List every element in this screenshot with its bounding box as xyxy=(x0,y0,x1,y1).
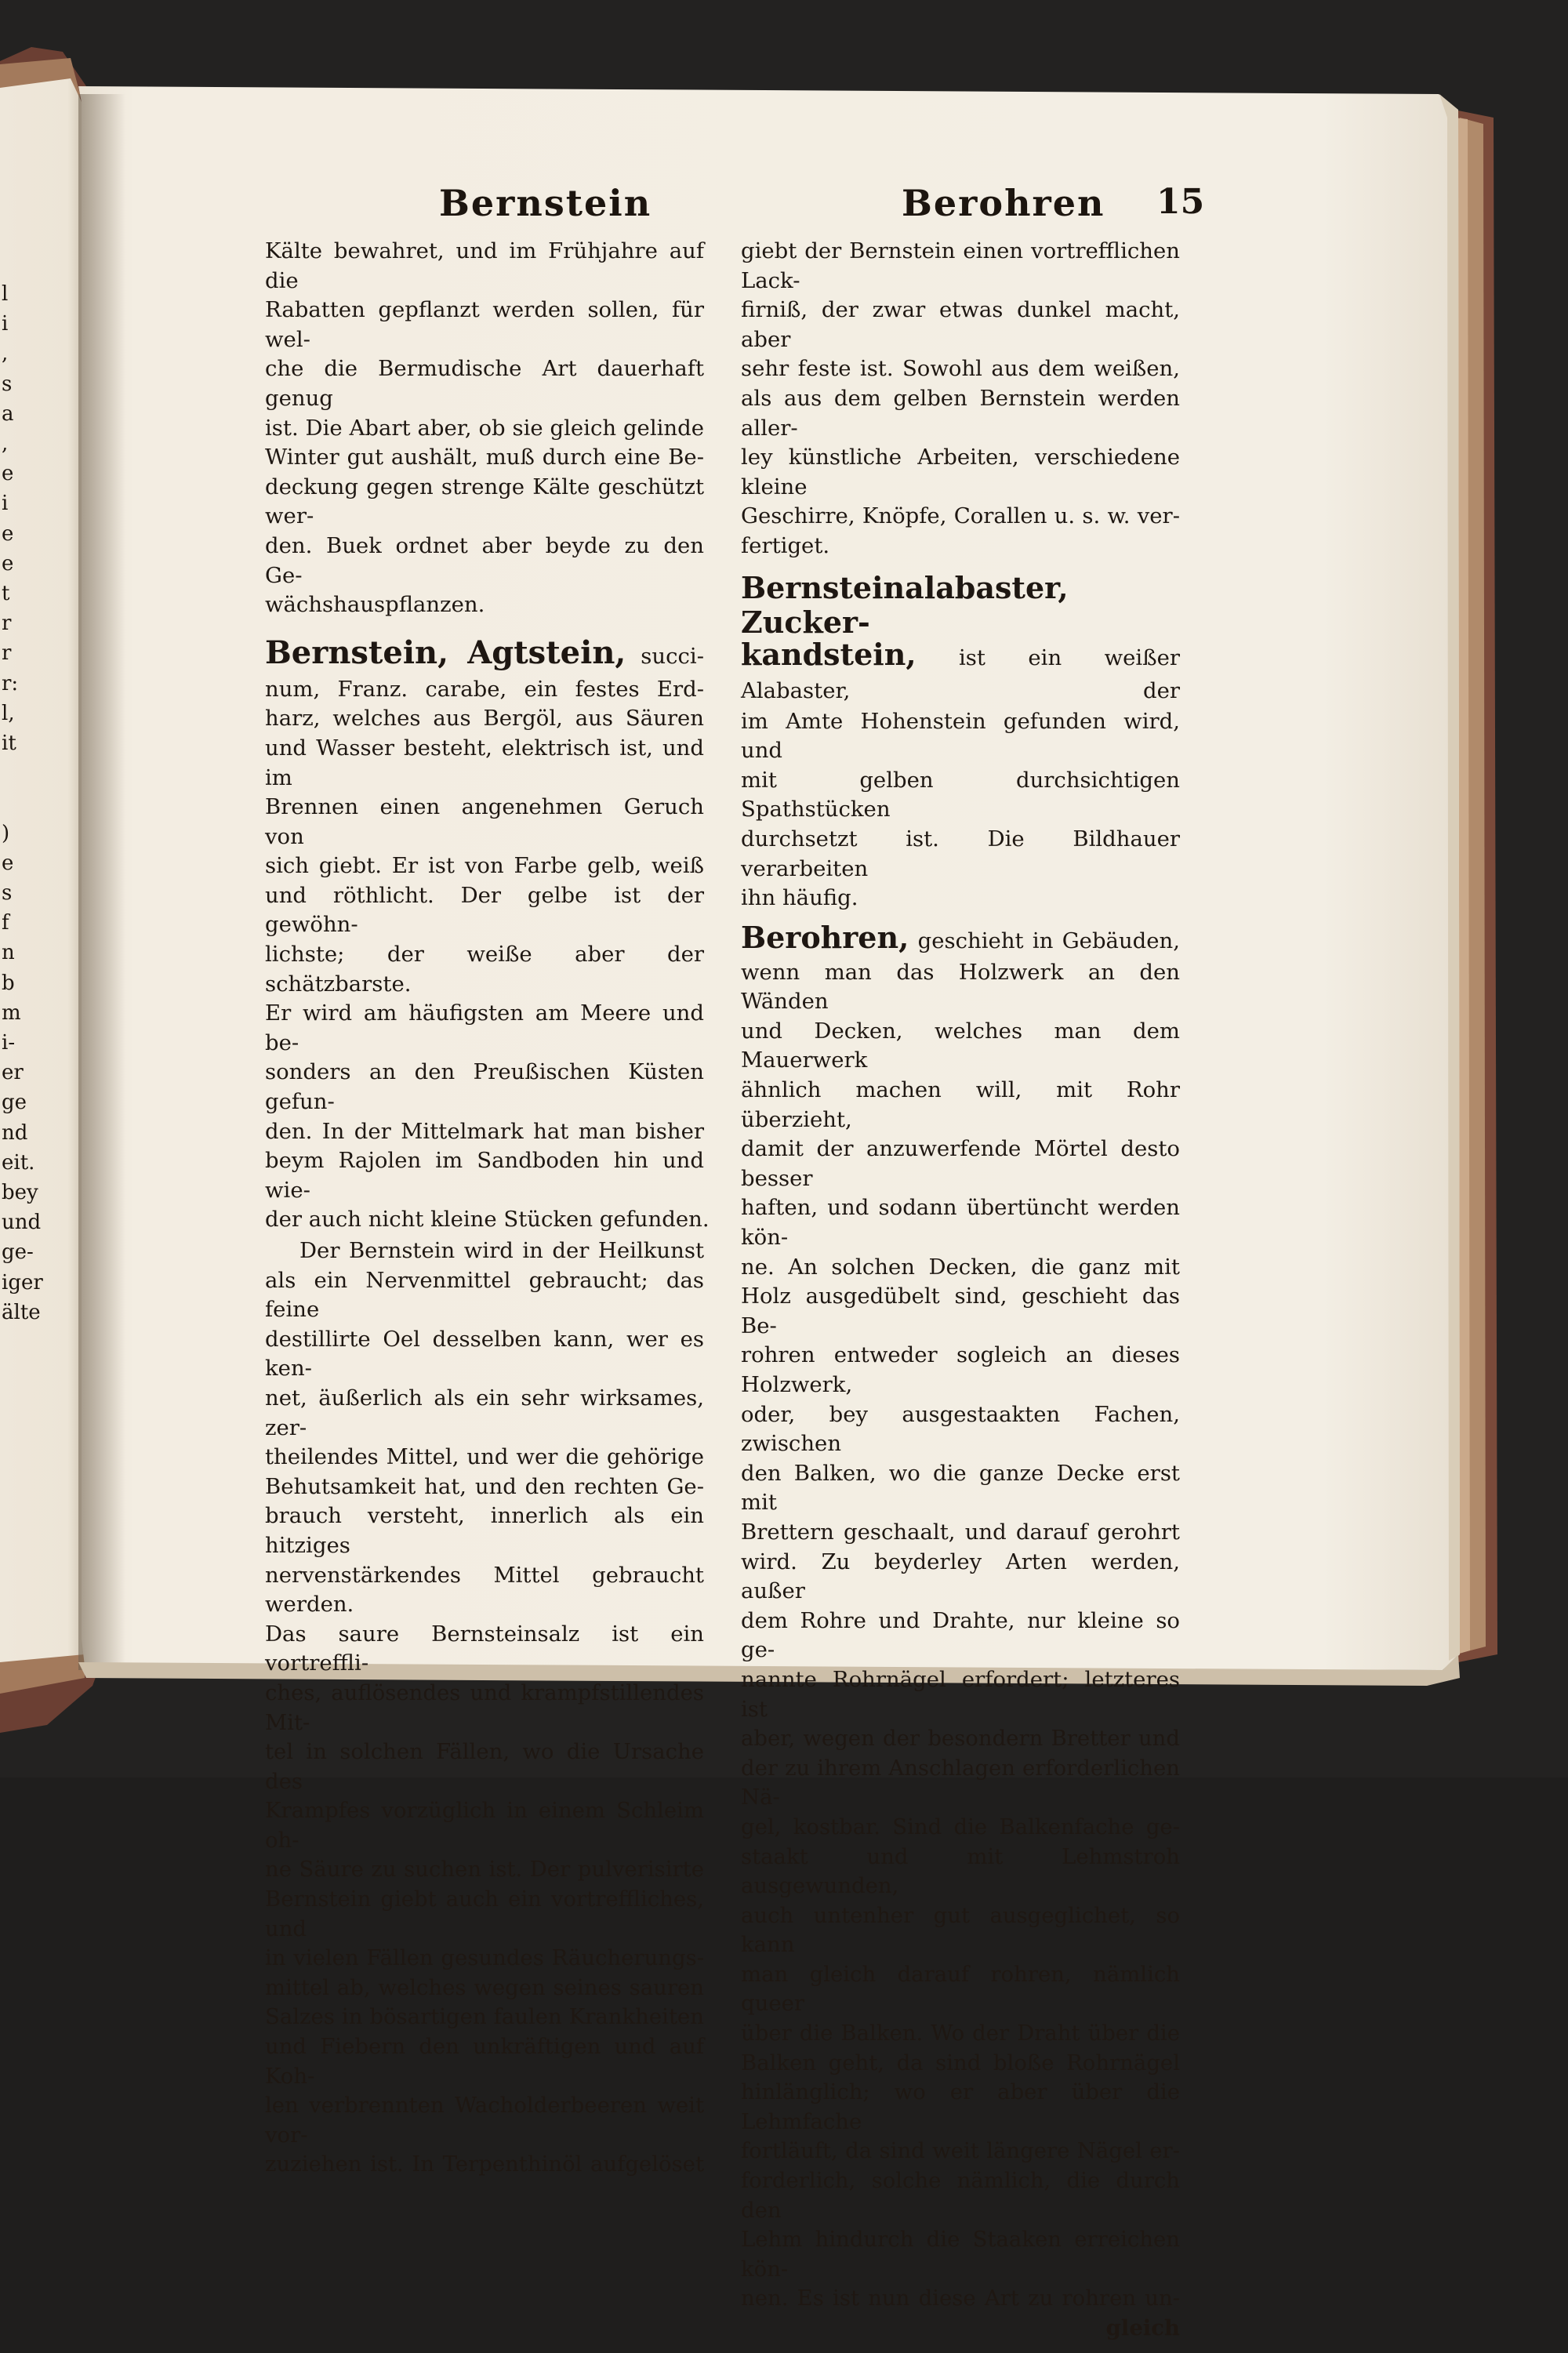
text-line: auch untenher gut ausgeglichet, so kann xyxy=(741,1902,1180,1958)
facing-page-fragment: e xyxy=(2,462,14,486)
text-line: Salzes in bösartigen faulen Krankheiten xyxy=(265,2004,704,2030)
facing-page-fragment: ge xyxy=(2,1091,27,1115)
entry-bernstein xyxy=(265,634,710,1235)
facing-page-fragment: bey xyxy=(2,1181,38,1204)
facing-page-fragment: , xyxy=(2,342,9,366)
text-line: als ein Nervenmittel gebraucht; das feine xyxy=(265,1267,704,1323)
text-line: Geschirre, Knöpfe, Corallen u. s. w. ver- xyxy=(741,503,1180,529)
text-line: wird. Zu beyderley Arten werden, außer xyxy=(741,1549,1180,1604)
text-line: Er wird am häufigsten am Meere und be- xyxy=(265,1000,704,1055)
entry-first-line-rest: ist ein weißer Alabaster, der xyxy=(741,645,1181,703)
facing-page-fragment: älte xyxy=(2,1300,41,1324)
text-line: giebt der Bernstein einen vortrefflichen Lack- xyxy=(741,238,1180,293)
facing-page-fragment: f xyxy=(2,911,9,935)
text-line: und Wasser besteht, elektrisch ist, und im xyxy=(265,735,704,790)
text-line: tel in solchen Fällen, wo die Ursache des xyxy=(265,1739,704,1794)
facing-page-fragment: er xyxy=(2,1061,24,1085)
text-line: dem Rohre und Drahte, nur kleine so ge- xyxy=(741,1607,1180,1663)
text-line: in vielen Fällen gesundes Räucherungs- xyxy=(265,1945,704,1971)
text-line: ähnlich machen will, mit Rohr überzieht, xyxy=(741,1077,1180,1132)
entry-first-line xyxy=(265,634,704,675)
text-line: als aus dem gelben Bernstein werden aller- xyxy=(741,385,1180,441)
facing-page-fragment: iger xyxy=(2,1270,43,1295)
facing-page-fragment: s xyxy=(2,372,13,396)
text-line: forderlich, solche nämlich, die durch den xyxy=(741,2168,1180,2223)
facing-page-fragment: i xyxy=(2,492,9,516)
text-line: destillirte Oel desselben kann, wer es ken- xyxy=(265,1326,704,1382)
text-line: im Amte Hohenstein gefunden wird, und xyxy=(741,708,1180,764)
paragraph-heilkunst xyxy=(265,1236,704,2180)
text-line: Bernstein giebt auch ein vortreffliches, und xyxy=(265,1886,704,1941)
facing-page-fragment: eit. xyxy=(2,1150,35,1175)
running-head-left: Bernstein xyxy=(439,182,652,224)
text-line: ley künstliche Arbeiten, verschiedene kleine xyxy=(741,445,1180,499)
facing-page-fragment: l, xyxy=(2,701,15,725)
text-line: Balken geht, da sind bloße Rohrnägel xyxy=(741,2050,1180,2075)
right-continuation-paragraph xyxy=(741,237,1180,561)
text-line: den. In der Mittelmark hat man bisher xyxy=(265,1118,704,1144)
entry-first-line xyxy=(741,919,1180,958)
text-line: man gleich darauf rohren, nämlich queer xyxy=(741,1961,1180,2017)
text-line: Krampfes vorzüglich in einem Schleim oh- xyxy=(265,1798,704,1853)
text-line: harz, welches aus Bergöl, aus Säuren xyxy=(265,706,704,732)
facing-page-fragment: r xyxy=(2,641,12,666)
text-line: ne. An solchen Decken, die ganz mit xyxy=(741,1254,1180,1280)
text-line: mit gelben durchsichtigen Spathstücken xyxy=(741,767,1180,822)
text-line: firniß, der zwar etwas dunkel macht, aber xyxy=(741,297,1180,352)
text-line: und Fiebern den unkräftigen und auf Koh- xyxy=(265,2034,704,2089)
entry-headword: Bernstein, Agtstein, xyxy=(265,634,626,671)
text-line: gel, kostbar. Sind die Balkenfache ge- xyxy=(741,1814,1180,1839)
text-line: und röthlicht. Der gelbe ist der gewöhn- xyxy=(265,882,704,938)
text-line: Lehm hindurch die Staaken erreichen kön- xyxy=(741,2227,1180,2282)
text-line: theilendes Mittel, und wer die gehörige xyxy=(265,1444,704,1470)
text-line: deckung gegen strenge Kälte geschützt wer- xyxy=(265,474,704,529)
facing-page-fragment: s xyxy=(2,881,13,905)
text-line: ihn häufig. xyxy=(741,885,858,911)
text-line: Brettern geschaalt, und darauf gerohrt xyxy=(741,1519,1180,1545)
text-line: den. Buek ordnet aber beyde zu den Ge- xyxy=(265,532,704,588)
text-line: nannte Rohrnägel erfordert; letzteres ist xyxy=(741,1666,1180,1722)
entry-berohren xyxy=(741,919,1180,2344)
facing-page-fragment: e xyxy=(2,851,14,875)
facing-page-fragment: e xyxy=(2,551,14,576)
text-line: rohren entweder sogleich an dieses Holzwerk, xyxy=(741,1342,1180,1397)
text-line: hinlänglich; wo er aber über die Lehmfache xyxy=(741,2079,1180,2134)
text-line: der auch nicht kleine Stücken gefunden. xyxy=(265,1207,710,1233)
text-line: brauch versteht, innerlich als ein hitziges xyxy=(265,1503,704,1558)
text-line: den Balken, wo die ganze Decke erst mit xyxy=(741,1460,1180,1516)
entry-first-line-rest: succi- xyxy=(641,643,704,669)
facing-page-fragment: r: xyxy=(2,671,19,695)
text-line: nervenstärkendes Mittel gebraucht werden. xyxy=(265,1562,704,1618)
facing-page-fragment: ge- xyxy=(2,1240,34,1265)
text-line: Kälte bewahret, und im Frühjahre auf die xyxy=(265,238,704,293)
text-line: wenn man das Holzwerk an den Wänden xyxy=(741,959,1180,1015)
facing-page-fragment: m xyxy=(2,1000,21,1025)
text-line: lichste; der weiße aber der schätzbarste. xyxy=(265,942,704,997)
facing-page-fragment: n xyxy=(2,941,15,965)
text-line: Winter gut aushält, muß durch eine Be- xyxy=(265,445,704,470)
facing-page-fragment: l xyxy=(2,282,9,306)
facing-page-fragment: i xyxy=(2,312,9,336)
text-line: Holz ausgedübelt sind, geschieht das Be- xyxy=(741,1284,1180,1338)
text-line: aber, wegen der besondern Bretter und xyxy=(741,1726,1180,1752)
entry-headword: kandstein, xyxy=(741,636,916,672)
facing-page-fragment: b xyxy=(2,971,15,995)
text-line: beym Rajolen im Sandboden hin und wie- xyxy=(265,1148,704,1203)
entry-first-line xyxy=(741,636,1181,707)
text-line: Brennen einen angenehmen Geruch von xyxy=(265,794,704,849)
text-line: ches, auflösendes und krampfstillendes Mit- xyxy=(265,1679,704,1735)
text-line: Rabatten gepflanzt werden sollen, für wel- xyxy=(265,297,704,352)
entry-headword-line: Bernsteinalabaster, Zucker- xyxy=(741,569,1069,640)
text-line: über die Balken. Wo der Draht über die xyxy=(741,2021,1180,2046)
text-line: net, äußerlich als ein sehr wirksames, zer- xyxy=(265,1385,704,1440)
facing-page-fragment: e xyxy=(2,521,14,546)
text-line: ist. Die Abart aber, ob sie gleich gelinde xyxy=(265,415,704,441)
text-line: len verbrennten Wacholderbeeren weit vor- xyxy=(265,2093,704,2148)
text-line: sonders an den Preußischen Küsten gefun- xyxy=(265,1059,704,1115)
entry-bernsteinalabaster xyxy=(741,571,1180,913)
text-line: Der Bernstein wird in der Heilkunst xyxy=(299,1238,704,1263)
text-line: ne Säure zu suchen ist. Der pulverisirte xyxy=(265,1857,704,1883)
facing-page-fragment: it xyxy=(2,732,16,755)
text-line: zuziehen ist. In Terpenthinöl aufgelöset xyxy=(265,2151,704,2177)
facing-page-fragment: r xyxy=(2,612,12,636)
text-line: che die Bermudische Art dauerhaft genug xyxy=(265,356,704,411)
facing-page-fragment: nd xyxy=(2,1120,28,1145)
left-continuation-paragraph xyxy=(265,237,704,620)
facing-page-fragment: , xyxy=(2,432,9,456)
running-head-right: Berohren xyxy=(902,182,1105,224)
text-line: Behutsamkeit hat, und den rechten Ge- xyxy=(265,1473,704,1499)
facing-page-fragment: t xyxy=(2,582,10,605)
text-line: nen. Es ist nun diese Art zu rohren un- xyxy=(741,2286,1180,2311)
text-line: fortläuft, da sind weit längere Nägel er- xyxy=(741,2138,1180,2164)
text-line: durchsetzt ist. Die Bildhauer verarbeiten xyxy=(741,826,1180,881)
text-line: der zu ihrem Anschlagen erforderlichen Nä- xyxy=(741,1755,1180,1810)
page-number: 15 xyxy=(1156,182,1205,222)
facing-page-fragment: ) xyxy=(2,821,10,845)
text-line: haften, und sodann übertüncht werden kön- xyxy=(741,1195,1180,1251)
text-line: sich giebt. Er ist von Farbe gelb, weiß xyxy=(265,853,704,879)
text-line: wächshauspflanzen. xyxy=(265,592,485,618)
text-line: staakt und mit Lehmstroh ausgewunden, xyxy=(741,1843,1180,1899)
facing-page-fragment: i- xyxy=(2,1031,16,1055)
text-line: Das saure Bernsteinsalz ist ein vortreffli- xyxy=(265,1621,704,1676)
text-line: num, Franz. carabe, ein festes Erd- xyxy=(265,676,704,702)
right-column xyxy=(741,237,1180,2353)
entry-headword: Berohren, xyxy=(741,919,909,955)
facing-page-fragment: a xyxy=(2,401,14,426)
catchword: gleich xyxy=(1105,2315,1180,2340)
text-line: sehr feste ist. Sowohl aus dem weißen, xyxy=(741,356,1180,382)
text-line: damit der anzuwerfende Mörtel desto besser xyxy=(741,1136,1180,1191)
left-column xyxy=(265,237,710,2189)
entry-first-line-rest: geschieht in Gebäuden, xyxy=(917,928,1180,953)
text-line: mittel ab, welches wegen seines sauren xyxy=(265,1974,704,2000)
text-line: oder, bey ausgestaakten Fachen, zwischen xyxy=(741,1401,1180,1457)
text-line: und Decken, welches man dem Mauerwerk xyxy=(741,1018,1180,1073)
facing-page-fragment: und xyxy=(2,1211,42,1235)
text-line: fertiget. xyxy=(741,532,830,558)
